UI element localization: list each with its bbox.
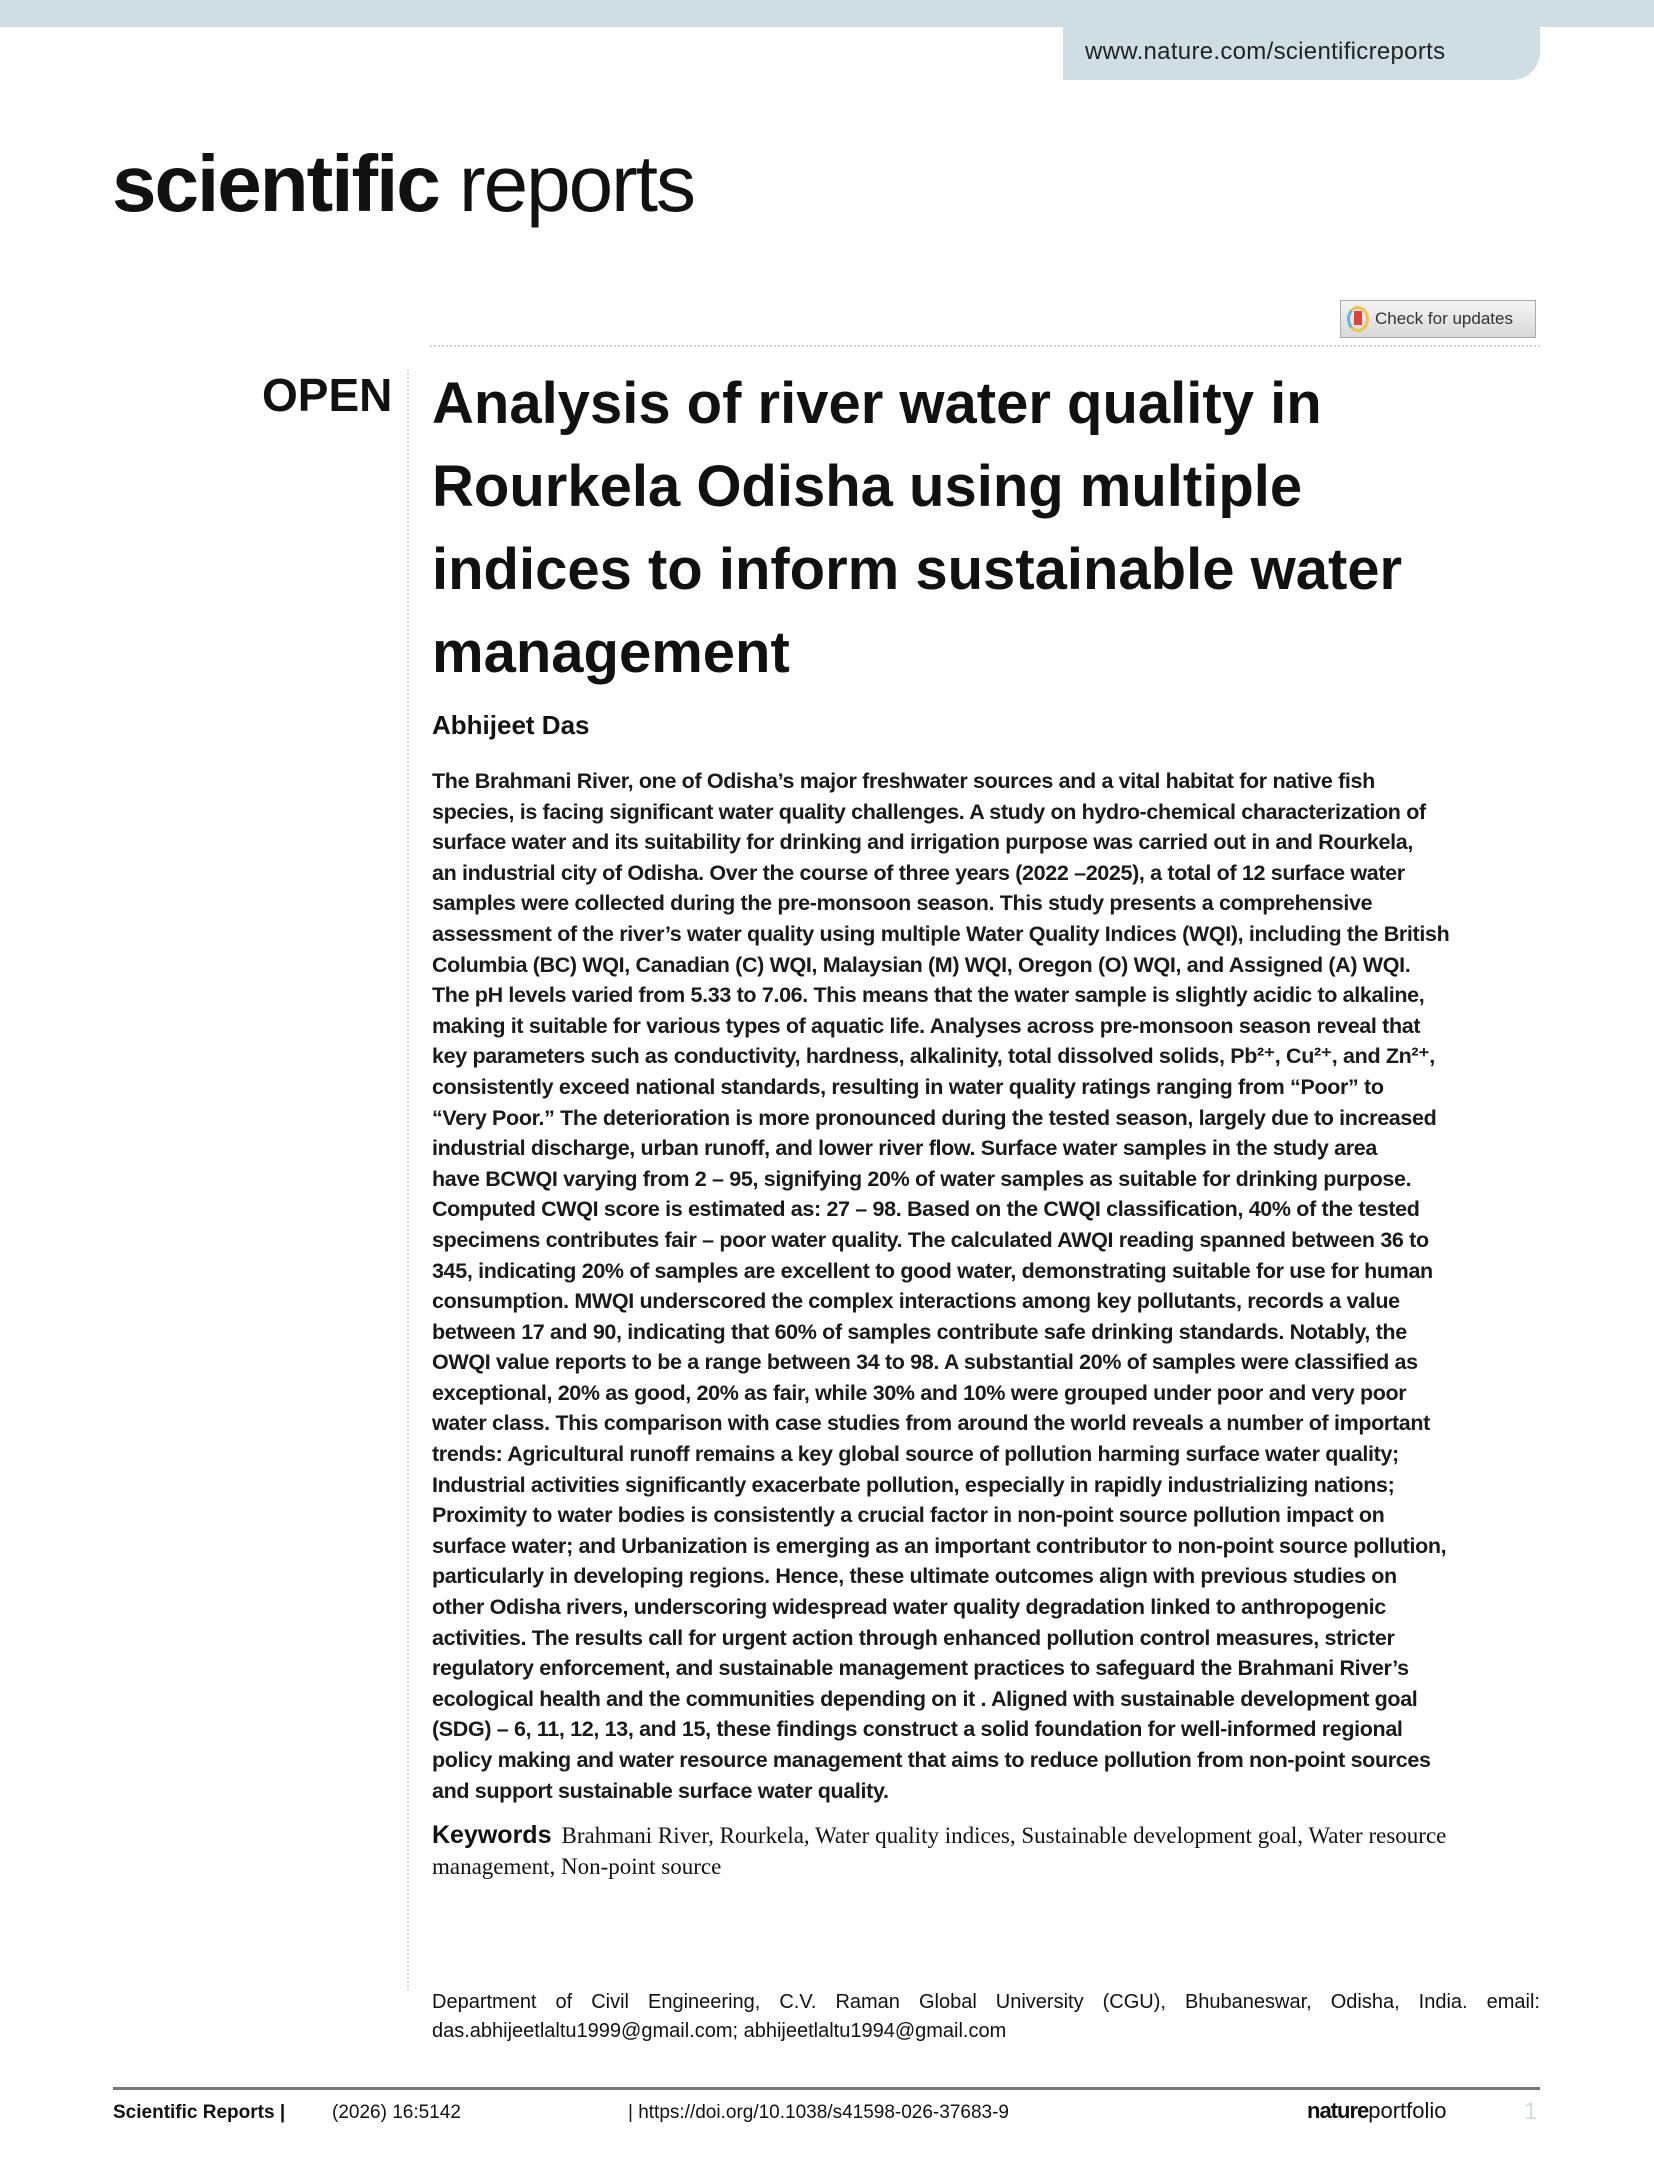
journal-logo bbox=[112, 138, 694, 230]
publisher-light: portfolio bbox=[1368, 2098, 1447, 2123]
abstract-line: Proximity to water bodies is consistently a crucial factor in non-point source pollution impact on bbox=[432, 1503, 1385, 1528]
top-band bbox=[0, 0, 1654, 27]
abstract-line: assessment of the river’s water quality using multiple Water Quality Indices (WQI), including the British bbox=[432, 921, 1450, 946]
logo-light: reports bbox=[459, 139, 695, 228]
abstract-line: 345, indicating 20% of samples are excellent to good water, demonstrating suitable for use for human bbox=[432, 1258, 1433, 1283]
page-number: 1 bbox=[1524, 2098, 1538, 2125]
abstract-line: activities. The results call for urgent action through enhanced pollution control measures, stricter bbox=[432, 1625, 1395, 1650]
abstract-line: and support sustainable surface water quality. bbox=[432, 1778, 889, 1803]
abstract-line: OWQI value reports to be a range between 34 to 98. A substantial 20% of samples were classified as bbox=[432, 1350, 1418, 1375]
abstract-line: surface water; and Urbanization is emerging as an important contributor to non-point source pollution, bbox=[432, 1533, 1447, 1558]
check-for-updates-button[interactable] bbox=[1340, 300, 1536, 338]
abstract-line: The pH levels varied from 5.33 to 7.06. This means that the water sample is slightly acidic to alkaline, bbox=[432, 983, 1425, 1008]
abstract-line: policy making and water resource management that aims to reduce pollution from non-point sources bbox=[432, 1748, 1431, 1772]
journal-url[interactable]: www.nature.com/scientificreports bbox=[1085, 38, 1446, 65]
abstract-line: species, is facing significant water quality challenges. A study on hydro-chemical characterization of bbox=[432, 799, 1426, 824]
abstract-line: exceptional, 20% as good, 20% as fair, while 30% and 10% were grouped under poor and very poor bbox=[432, 1380, 1407, 1405]
abstract-line: trends: Agricultural runoff remains a key global source of pollution harming surface water quality; bbox=[432, 1442, 1399, 1467]
abstract-line: making it suitable for various types of aquatic life. Analyses across pre-monsoon season reveal that bbox=[432, 1013, 1421, 1038]
abstract-line: surface water and its suitability for drinking and irrigation purpose was carried out in and Rourkela, bbox=[432, 830, 1413, 855]
abstract-line: (SDG) – 6, 11, 12, 13, and 15, these findings construct a solid foundation for well-informed regional bbox=[432, 1717, 1403, 1742]
abstract-line: consistently exceed national standards, resulting in water quality ratings ranging from “Poor” to bbox=[432, 1074, 1384, 1099]
affiliation: Department of Civil Engineering, C.V. Raman Global University (CGU), Bhubaneswar, Odisha, India. email: das.abhijeetlaltu1999@gmail.com; abhijeetlaltu1994@gmail.com bbox=[432, 1991, 1540, 2042]
footer-journal: Scientific Reports | bbox=[113, 2102, 286, 2123]
keywords-list: Brahmani River, Rourkela, Water quality indices, Sustainable development goal, Water resource management, Non-point source bbox=[432, 1823, 1447, 1879]
keywords-label: Keywords bbox=[432, 1821, 552, 1849]
abstract-line: an industrial city of Odisha. Over the course of three years (2022 –2025), a total of 12 surface water bbox=[432, 860, 1405, 885]
title-line: Rourkela Odisha using multiple bbox=[432, 454, 1303, 519]
publisher-logo bbox=[1307, 2098, 1447, 2124]
footer-rule bbox=[113, 2087, 1540, 2090]
abstract-line: regulatory enforcement, and sustainable management practices to safeguard the Brahmani River’s bbox=[432, 1656, 1409, 1681]
logo-bold: scientific bbox=[112, 139, 439, 228]
check-for-updates-label: Check for updates bbox=[1375, 309, 1513, 328]
author: Abhijeet Das bbox=[432, 710, 590, 740]
divider bbox=[430, 345, 1540, 347]
title-line: management bbox=[432, 620, 790, 685]
abstract-line: samples were collected during the pre-monsoon season. This study presents a comprehensive bbox=[432, 891, 1373, 916]
abstract-line: other Odisha rivers, underscoring widespread water quality degradation linked to anthropogenic bbox=[432, 1595, 1386, 1620]
abstract-line: Computed CWQI score is estimated as: 27 – 98. Based on the CWQI classification, 40% of the tested bbox=[432, 1197, 1420, 1222]
column-divider bbox=[407, 370, 409, 1990]
abstract-line: specimens contributes fair – poor water quality. The calculated AWQI reading spanned between 36 to bbox=[432, 1227, 1429, 1252]
abstract-line: Columbia (BC) WQI, Canadian (C) WQI, Malaysian (M) WQI, Oregon (O) WQI, and Assigned (A) WQI. bbox=[432, 952, 1411, 977]
abstract-line: key parameters such as conductivity, hardness, alkalinity, total dissolved solids, Pb²⁺, Cu²⁺, and Zn²⁺, bbox=[432, 1044, 1435, 1069]
abstract bbox=[432, 766, 1449, 1806]
abstract-line: Industrial activities significantly exacerbate pollution, especially in rapidly industrializing nations; bbox=[432, 1472, 1395, 1497]
title-line: indices to inform sustainable water bbox=[432, 537, 1403, 602]
abstract-line: The Brahmani River, one of Odisha’s major freshwater sources and a vital habitat for native fish bbox=[432, 769, 1375, 793]
footer-citation: (2026) 16:5142 bbox=[332, 2102, 461, 2123]
footer-doi[interactable]: | https://doi.org/10.1038/s41598-026-37683-9 bbox=[628, 2102, 1009, 2123]
title-line: Analysis of river water quality in bbox=[432, 371, 1322, 436]
abstract-line: particularly in developing regions. Hence, these ultimate outcomes align with previous studies on bbox=[432, 1564, 1397, 1589]
keywords bbox=[432, 1820, 1542, 1882]
abstract-line: between 17 and 90, indicating that 60% of samples contribute safe drinking standards. Notably, the bbox=[432, 1319, 1407, 1344]
open-access-label: OPEN bbox=[262, 369, 393, 421]
article-title bbox=[432, 362, 1402, 694]
abstract-line: consumption. MWQI underscored the complex interactions among key pollutants, records a value bbox=[432, 1289, 1400, 1314]
abstract-line: ecological health and the communities depending on it . Aligned with sustainable development goal bbox=[432, 1686, 1418, 1711]
abstract-line: have BCWQI varying from 2 – 95, signifying 20% of water samples as suitable for drinking purpose. bbox=[432, 1166, 1412, 1191]
abstract-line: industrial discharge, urban runoff, and lower river flow. Surface water samples in the study area bbox=[432, 1136, 1377, 1161]
journal-url-tab bbox=[1063, 27, 1540, 80]
abstract-line: “Very Poor.” The deterioration is more pronounced during the tested season, largely due to increased bbox=[432, 1105, 1437, 1130]
publisher-bold: nature bbox=[1307, 2098, 1369, 2123]
abstract-line: water class. This comparison with case studies from around the world reveals a number of important bbox=[432, 1411, 1430, 1436]
crossmark-icon bbox=[1347, 306, 1369, 332]
